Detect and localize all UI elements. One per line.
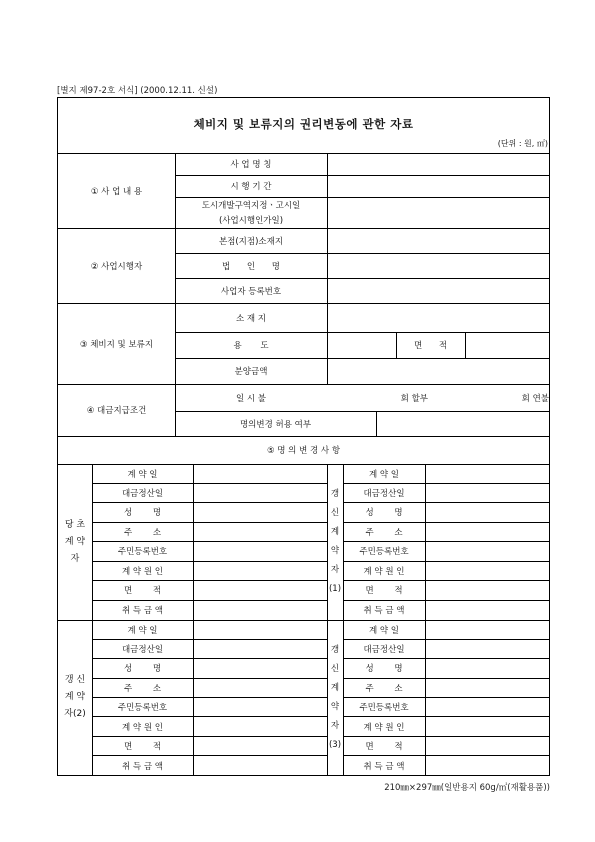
original-field-input[interactable] (194, 561, 327, 580)
renewed-2-field-label: 취 득 금 액 (122, 762, 163, 772)
renewed-contractor-3-label: 갱 신 계 약 자 (3) (328, 644, 342, 750)
approval-date-label: (사업시행인가일) (218, 215, 284, 226)
business-reg-no-label: 사업자 등록번호 (220, 286, 282, 297)
sale-price-label: 분양금액 (234, 367, 268, 377)
designation-date-label: 도시개발구역지정ㆍ고시일 (201, 200, 301, 211)
section-operator-label: ② 사업시행자 (90, 261, 143, 272)
renewed-1-field-input[interactable] (426, 561, 549, 580)
renewed-3-field-label: 계 약 원 인 (363, 722, 405, 733)
section-business-label: ① 사 업 내 용 (90, 186, 143, 197)
lump-sum-label: 일 시 불 (235, 393, 267, 404)
renewed-1-field-label: 주민등록번호 (359, 547, 409, 557)
original-field-label: 면 적 (123, 586, 162, 596)
renewed-1-field-input[interactable] (426, 483, 549, 502)
form-number-note: [별지 제97-2호 서식] (2000.12.11. 신설) (57, 86, 218, 96)
renewed-1-field-input[interactable] (426, 502, 549, 522)
renewed-2-field-label: 주민등록번호 (117, 703, 168, 713)
office-location-label: 본점(지점)소재지 (218, 236, 284, 247)
renewed-1-field-input[interactable] (426, 580, 549, 600)
business-name-field[interactable] (328, 154, 549, 175)
renewed-3-field-label: 주 소 (365, 683, 403, 694)
original-field-label: 주 소 (123, 527, 162, 538)
renewed-2-field-input[interactable] (194, 620, 327, 639)
office-location-field[interactable] (328, 229, 549, 253)
renewed-3-field-label: 계 약 일 (368, 625, 400, 636)
renewed-1-field-input[interactable] (426, 600, 549, 620)
original-field-input[interactable] (194, 483, 327, 502)
renewed-2-field-input[interactable] (194, 639, 327, 658)
renewed-1-field-input[interactable] (426, 522, 549, 541)
paper-size-note: 210㎜×297㎜(일반용지 60g/㎡(재활용품)) (384, 783, 550, 793)
renewed-3-field-input[interactable] (426, 620, 549, 639)
land-area-label: 면 적 (413, 341, 448, 351)
renewed-contractor-1-label: 갱 신 계 약 자 (1) (328, 489, 342, 594)
form-title: 체비지 및 보류지의 권리변동에 관한 자료 (193, 117, 414, 131)
renewed-contractor-2-label: 갱 신 계 약 자(2) (64, 675, 86, 719)
renewed-3-field-input[interactable] (426, 736, 549, 756)
renewed-3-field-input[interactable] (426, 658, 549, 678)
land-location-field[interactable] (328, 304, 549, 332)
section-transfer-label: ⑤ 명 의 변 경 사 항 (266, 446, 341, 456)
renewed-2-field-input[interactable] (194, 658, 327, 678)
business-name-label: 사 업 명 칭 (230, 160, 272, 170)
renewed-2-field-label: 대금정산일 (121, 644, 164, 655)
transfer-allowed-label: 명의변경 허용 여부 (239, 419, 312, 430)
renewed-1-field-label: 취 득 금 액 (363, 606, 405, 616)
renewed-3-field-label: 주민등록번호 (359, 703, 409, 713)
original-field-input[interactable] (194, 541, 327, 561)
original-field-input[interactable] (194, 600, 327, 620)
renewed-3-field-input[interactable] (426, 697, 549, 717)
transfer-allowed-field[interactable] (377, 412, 549, 436)
original-field-input[interactable] (194, 522, 327, 541)
original-field-label: 계 약 원 인 (122, 566, 163, 577)
renewed-1-field-label: 면 적 (365, 586, 403, 596)
land-use-field[interactable] (328, 333, 396, 358)
original-field-input[interactable] (194, 464, 327, 483)
unit-note: (단위 : 원, ㎡) (497, 138, 548, 148)
original-field-label: 주민등록번호 (117, 547, 168, 557)
deferred-label: 회 연불 (521, 393, 549, 404)
renewed-3-field-label: 면 적 (365, 742, 403, 752)
renewed-1-field-label: 주 소 (365, 527, 403, 538)
renewed-2-field-input[interactable] (194, 756, 327, 776)
land-location-label: 소 재 지 (235, 313, 267, 324)
original-field-input[interactable] (194, 580, 327, 600)
renewed-2-field-input[interactable] (194, 717, 327, 736)
renewed-3-field-label: 성 명 (365, 664, 403, 674)
renewed-1-field-input[interactable] (426, 541, 549, 561)
renewed-1-field-label: 계 약 원 인 (363, 566, 405, 577)
renewed-1-field-input[interactable] (426, 464, 549, 483)
corporation-name-label: 법 인 명 (221, 261, 281, 272)
renewed-3-field-input[interactable] (426, 678, 549, 697)
renewed-3-field-label: 대금정산일 (363, 644, 405, 655)
renewed-3-field-input[interactable] (426, 639, 549, 658)
renewed-2-field-label: 면 적 (123, 742, 162, 752)
renewed-2-field-label: 성 명 (123, 664, 162, 674)
original-field-label: 대금정산일 (121, 488, 164, 499)
renewed-2-field-label: 계 약 일 (127, 625, 158, 636)
section-land-label: ③ 체비지 및 보류지 (79, 339, 154, 350)
original-field-label: 성 명 (123, 508, 162, 518)
renewed-2-field-label: 계 약 원 인 (122, 722, 163, 733)
rights-change-form (57, 97, 550, 776)
original-field-label: 계 약 일 (127, 469, 158, 480)
renewed-3-field-label: 취 득 금 액 (363, 762, 405, 772)
renewed-3-field-input[interactable] (426, 756, 549, 776)
original-contractor-label: 당 초 계 약 자 (64, 519, 86, 564)
section-payment-label: ④ 대금지급조건 (86, 406, 147, 416)
original-field-input[interactable] (194, 502, 327, 522)
renewed-3-field-input[interactable] (426, 717, 549, 736)
renewed-1-field-label: 성 명 (365, 508, 403, 518)
renewed-2-field-input[interactable] (194, 697, 327, 717)
renewed-2-field-label: 주 소 (123, 683, 162, 694)
renewed-2-field-input[interactable] (194, 678, 327, 697)
renewed-1-field-label: 계 약 일 (368, 469, 400, 480)
corporation-name-field[interactable] (328, 254, 549, 278)
renewed-1-field-label: 대금정산일 (363, 488, 405, 499)
designation-date-field[interactable] (328, 198, 549, 228)
period-field[interactable] (328, 176, 549, 197)
land-use-label: 용 도 (233, 341, 269, 351)
sale-price-field[interactable] (328, 359, 549, 384)
installment-label: 회 할부 (400, 393, 428, 404)
renewed-2-field-input[interactable] (194, 736, 327, 756)
original-field-label: 취 득 금 액 (122, 606, 163, 616)
business-reg-no-field[interactable] (328, 279, 549, 303)
period-label: 시 행 기 간 (230, 182, 272, 192)
land-area-field[interactable] (466, 333, 549, 358)
